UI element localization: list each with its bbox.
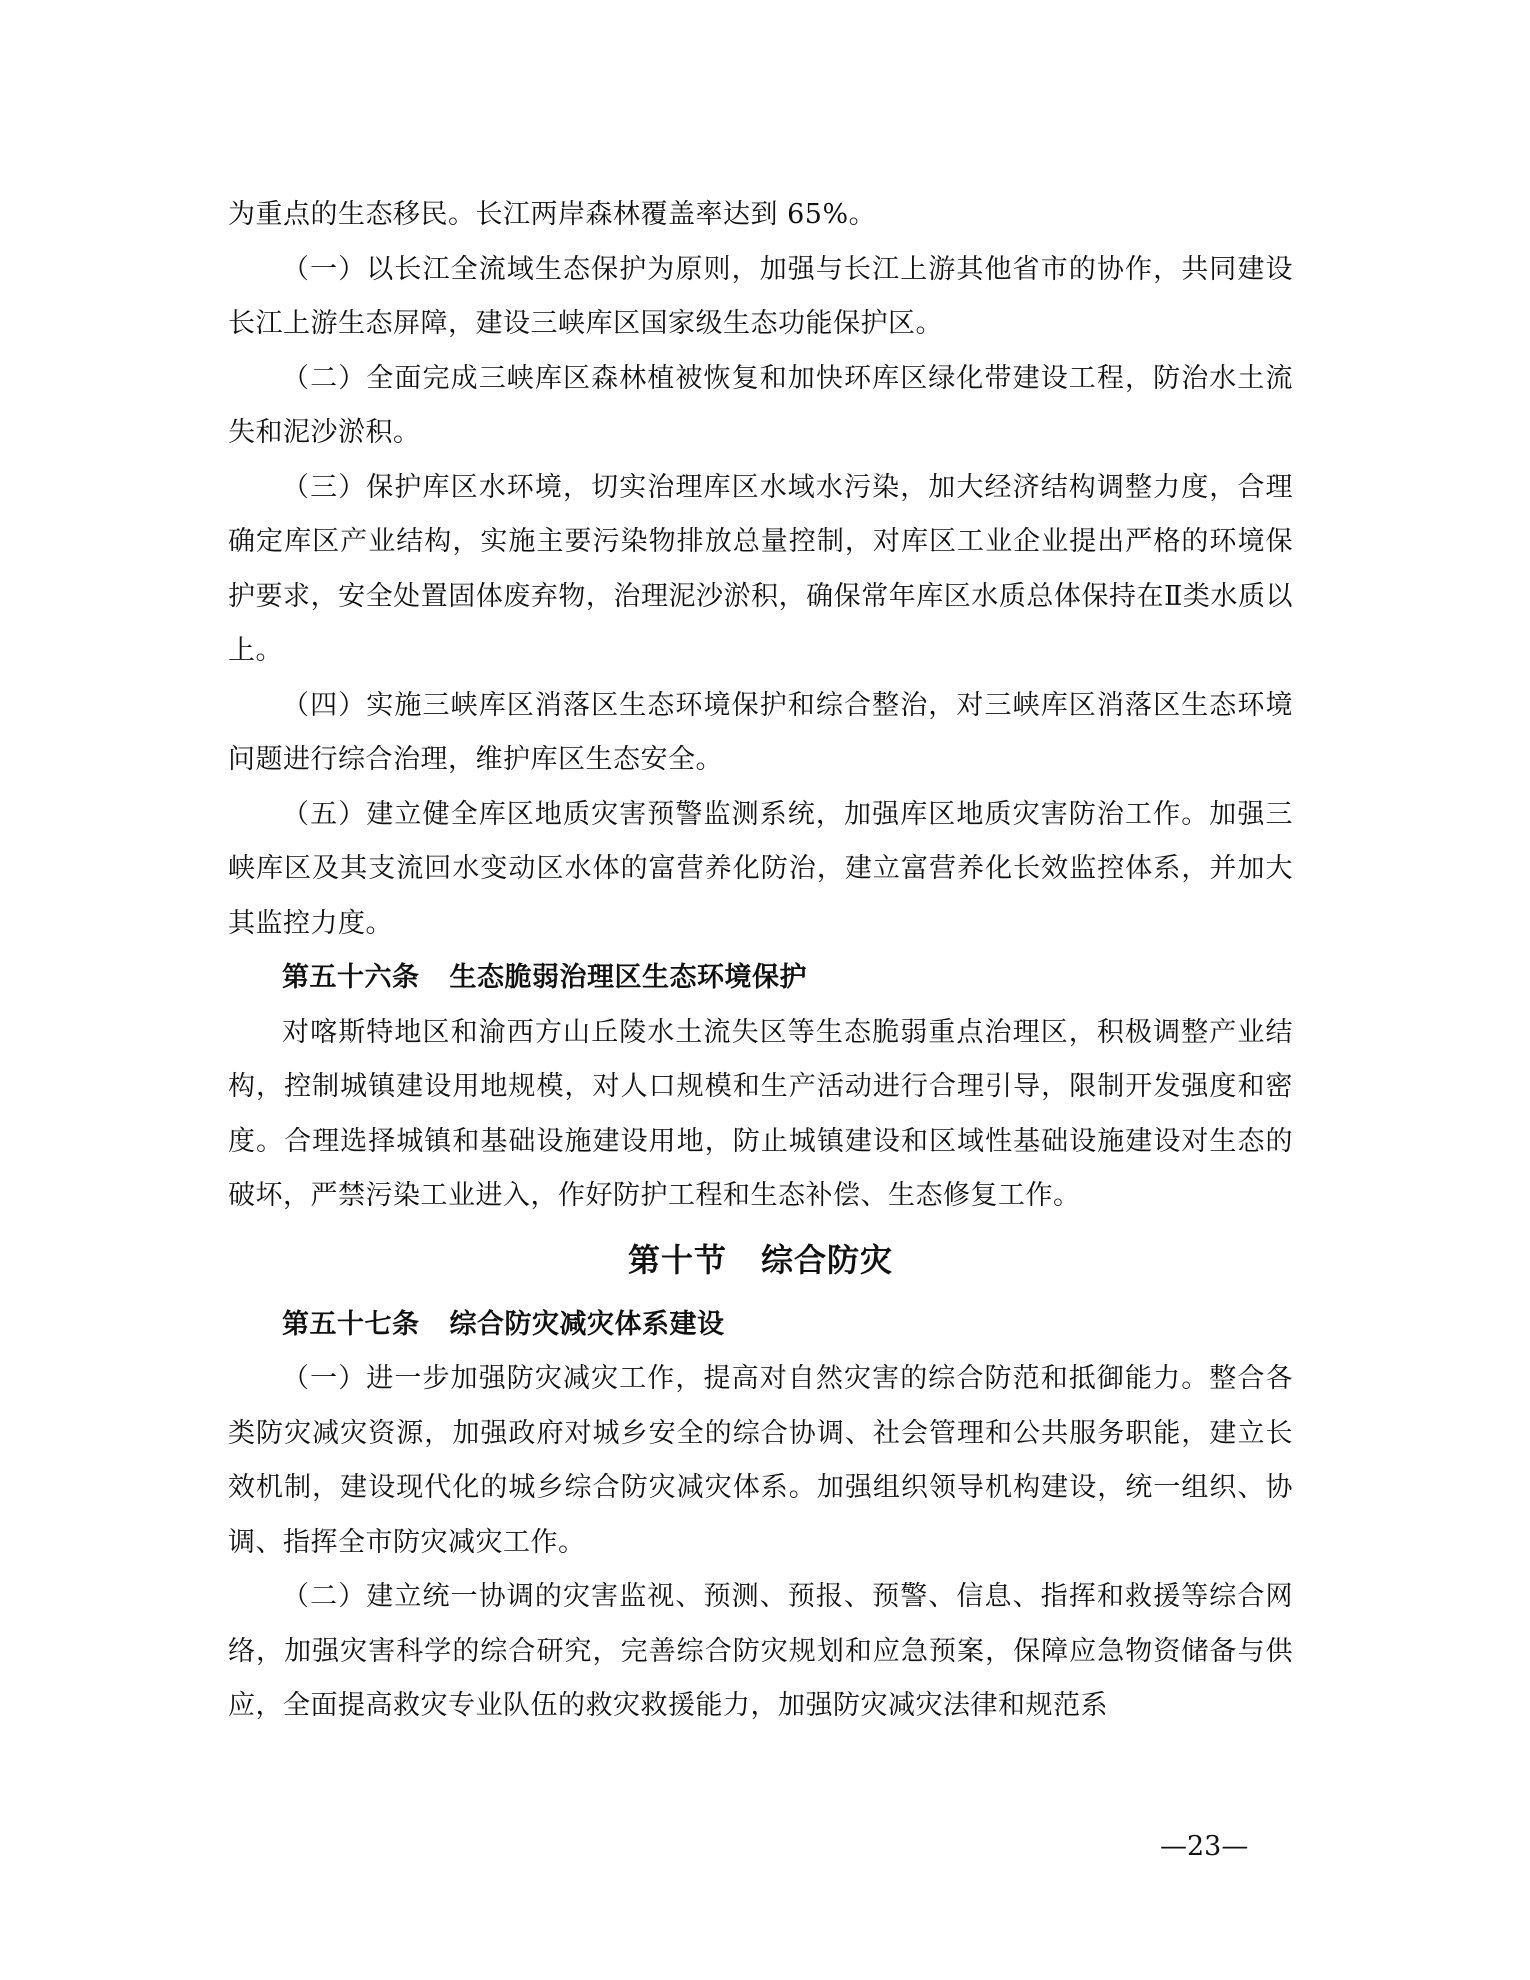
paragraph-item-2: （二）全面完成三峡库区森林植被恢复和加快环库区绿化带建设工程，防治水土流失和泥沙淤积。 [228,362,1293,448]
article-57-heading [228,1298,1293,1353]
paragraph-item-5: （五）建立健全库区地质灾害预警监测系统，加强库区地质灾害防治工作。加强三峡库区及其支流回水变动区水体的富营养化防治，建立富营养化长效监控体系，并加大其监控力度。 [228,798,1293,939]
article-56-body: 对喀斯特地区和渝西方山丘陵水土流失区等生态脆弱重点治理区，积极调整产业结构，控制城镇建设用地规模，对人口规模和生产活动进行合理引导，限制开发强度和密度。合理选择城镇和基础设施建设用地，防止城镇建设和区域性基础设施建设对生态的破坏，严禁污染工业进入，作好防护工程和生态补偿、生态修复工作。 [228,1016,1293,1211]
article-56-number: 第五十六条 [282,962,420,993]
article-57-number: 第五十七条 [282,1308,420,1340]
section-number: 第十节 [627,1240,727,1279]
page-body [228,188,1293,1734]
article-56-title: 生态脆弱治理区生态环境保护 [449,962,807,993]
paragraph-continuation: 为重点的生态移民。长江两岸森林覆盖率达到 65%。 [228,199,877,230]
page-number: —23— [1160,1831,1249,1862]
paragraph-item-4: （四）实施三峡库区消落区生态环境保护和综合整治，对三峡库区消落区生态环境问题进行综合治理，维护库区生态安全。 [228,689,1293,775]
article-56-heading [228,951,1293,1006]
article-57-title: 综合防灾减灾体系建设 [449,1308,725,1340]
section-heading [228,1230,1293,1290]
article-57-item-1: （一）进一步加强防灾减灾工作，提高对自然灾害的综合防范和抵御能力。整合各类防灾减灾资源，加强政府对城乡安全的综合协调、社会管理和公共服务职能，建立长效机制，建设现代化的城乡综合防灾减灾体系。加强组织领导机构建设，统一组织、协调、指挥全市防灾减灾工作。 [228,1363,1293,1558]
article-57-item-2: （二）建立统一协调的灾害监视、预测、预报、预警、信息、指挥和救援等综合网络，加强灾害科学的综合研究，完善综合防灾规划和应急预案，保障应急物资储备与供应，全面提高救灾专业队伍的救灾救援能力，加强防灾减灾法律和规范系 [228,1581,1293,1721]
paragraph-item-3: （三）保护库区水环境，切实治理库区水域水污染，加大经济结构调整力度，合理确定库区产业结构，实施主要污染物排放总量控制，对库区工业企业提出严格的环境保护要求，安全处置固体废弃物，治理泥沙淤积，确保常年库区水质总体保持在Ⅱ类水质以上。 [228,471,1293,666]
paragraph-item-1: （一）以长江全流域生态保护为原则，加强与长江上游其他省市的协作，共同建设长江上游生态屏障，建设三峡库区国家级生态功能保护区。 [228,253,1293,339]
section-title: 综合防灾 [761,1240,894,1279]
